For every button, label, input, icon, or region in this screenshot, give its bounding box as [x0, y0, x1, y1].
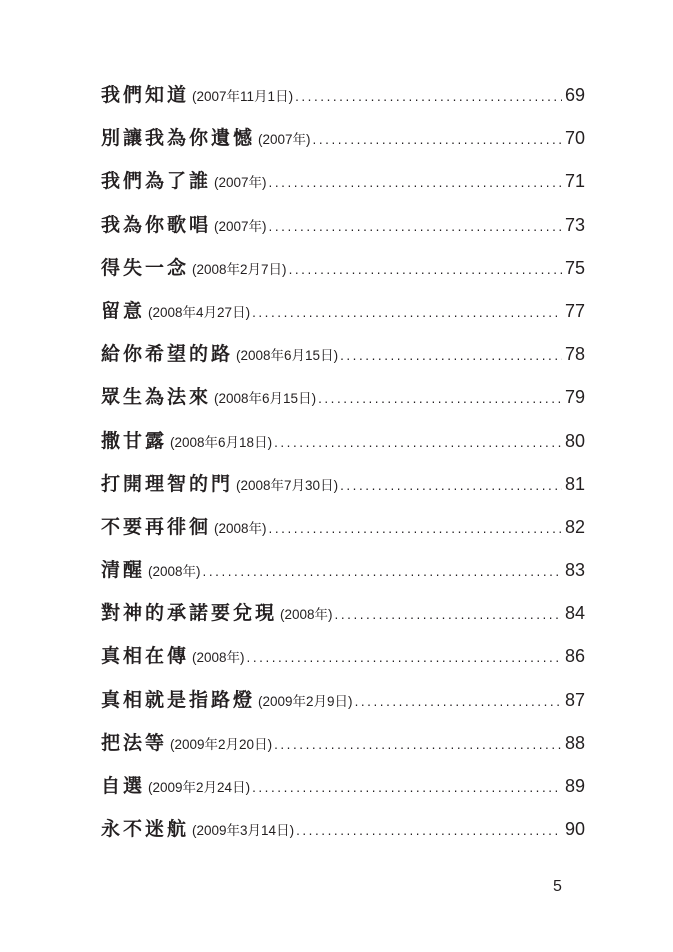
- toc-entry-title: 得失一念: [101, 256, 190, 279]
- toc-leader-dots: [269, 521, 562, 536]
- toc-entry-date: (2007年): [214, 175, 267, 191]
- toc-leader-dots: [318, 391, 562, 406]
- toc-entry-title: 打開理智的門: [101, 472, 234, 495]
- toc-leader-dots: [289, 262, 562, 277]
- toc-entry-date: (2007年11月1日): [192, 89, 294, 104]
- toc-entry-date: (2008年): [148, 564, 201, 580]
- toc-entry-title: 不要再徘徊: [101, 515, 212, 538]
- toc-leader-dots: [340, 478, 562, 493]
- toc-entry: [101, 80, 585, 123]
- toc-entry-date: (2007年): [214, 218, 267, 234]
- toc-leader-dots: [355, 694, 562, 709]
- toc-entry-page: 84: [564, 603, 585, 624]
- toc-entry-page: 78: [564, 344, 585, 365]
- toc-entry-date: (2009年2月20日): [170, 736, 273, 752]
- toc-leader-dots: [335, 607, 562, 622]
- toc-entry-date: (2008年): [192, 650, 245, 666]
- toc-entry: [101, 685, 585, 728]
- toc-entry-title: 撒甘露: [101, 429, 168, 452]
- toc-entry-page: 83: [564, 560, 585, 581]
- toc-entry-date: (2008年6月15日): [236, 348, 339, 364]
- toc-leader-dots: [252, 780, 562, 795]
- toc-entry-page: 71: [564, 171, 585, 192]
- toc-leader-dots: [274, 737, 562, 752]
- toc-leader-dots: [269, 219, 562, 234]
- toc-leader-dots: [247, 650, 562, 665]
- toc-entry-title: 別讓我為你遺憾: [101, 127, 256, 150]
- toc-entry-title: 給你希望的路: [101, 343, 234, 366]
- toc-entry-date: (2008年6月18日): [170, 434, 273, 450]
- table-of-contents: [101, 80, 585, 857]
- toc-entry-title: 永不迷航: [101, 818, 190, 841]
- toc-entry-page: 87: [564, 689, 585, 710]
- toc-leader-dots: [203, 564, 562, 579]
- toc-entry-page: 88: [564, 732, 585, 753]
- toc-entry-title: 眾生為法來: [101, 386, 212, 409]
- toc-leader-dots: [274, 435, 562, 450]
- toc-entry-date: (2008年2月7日): [192, 261, 287, 277]
- toc-entry-page: 90: [564, 819, 585, 840]
- toc-entry: [101, 339, 585, 382]
- toc-entry-date: (2009年2月9日): [258, 693, 353, 709]
- toc-entry: [101, 771, 585, 814]
- toc-leader-dots: [252, 305, 562, 320]
- toc-entry-date: (2008年): [280, 607, 333, 623]
- toc-leader-dots: [313, 132, 562, 147]
- toc-entry-title: 我們知道: [101, 84, 190, 106]
- toc-entry-page: 86: [564, 646, 585, 667]
- toc-entry-page: 81: [564, 473, 585, 494]
- toc-entry-title: 把法等: [101, 731, 168, 754]
- toc-entry-page: 73: [564, 214, 585, 235]
- toc-entry-title: 我們為了誰: [101, 170, 212, 193]
- toc-entry-date: (2008年): [214, 520, 267, 536]
- toc-entry-title: 自選: [101, 775, 146, 797]
- toc-entry-page: 82: [564, 516, 585, 537]
- toc-entry-date: (2009年3月14日): [192, 823, 295, 839]
- toc-entry: [101, 382, 585, 425]
- page-number: 5: [553, 878, 562, 895]
- toc-entry-page: 77: [564, 300, 585, 321]
- toc-entry: [101, 210, 585, 253]
- toc-entry-date: (2007年): [258, 132, 311, 148]
- toc-entry-title: 對神的承諾要兌現: [101, 602, 278, 625]
- toc-entry: [101, 512, 585, 555]
- toc-entry-date: (2008年4月27日): [148, 304, 251, 320]
- toc-entry: [101, 296, 585, 339]
- toc-entry-title: 我為你歌唱: [101, 213, 212, 236]
- toc-entry: [101, 426, 585, 469]
- toc-entry: [101, 469, 585, 512]
- toc-entry-page: 70: [564, 128, 585, 149]
- toc-entry: [101, 641, 585, 684]
- toc-entry: [101, 728, 585, 771]
- toc-leader-dots: [295, 89, 562, 104]
- toc-entry-title: 清醒: [101, 559, 146, 582]
- toc-entry-title: 真相就是指路燈: [101, 688, 256, 711]
- toc-leader-dots: [340, 348, 562, 363]
- toc-entry-date: (2008年7月30日): [236, 477, 339, 493]
- toc-leader-dots: [269, 175, 562, 190]
- toc-entry: [101, 123, 585, 166]
- toc-entry-date: (2008年6月15日): [214, 391, 317, 407]
- toc-entry: [101, 555, 585, 598]
- toc-entry-page: 75: [564, 257, 585, 278]
- toc-entry-page: 89: [564, 776, 585, 796]
- toc-leader-dots: [296, 823, 562, 838]
- toc-entry: [101, 166, 585, 209]
- toc-entry: [101, 598, 585, 641]
- toc-entry-page: 79: [564, 387, 585, 408]
- toc-entry-page: 69: [564, 85, 585, 105]
- toc-entry-title: 真相在傳: [101, 645, 190, 668]
- toc-entry-title: 留意: [101, 299, 146, 322]
- toc-entry-page: 80: [564, 430, 585, 451]
- toc-entry: [101, 253, 585, 296]
- toc-entry: [101, 814, 585, 857]
- toc-entry-date: (2009年2月24日): [148, 780, 251, 795]
